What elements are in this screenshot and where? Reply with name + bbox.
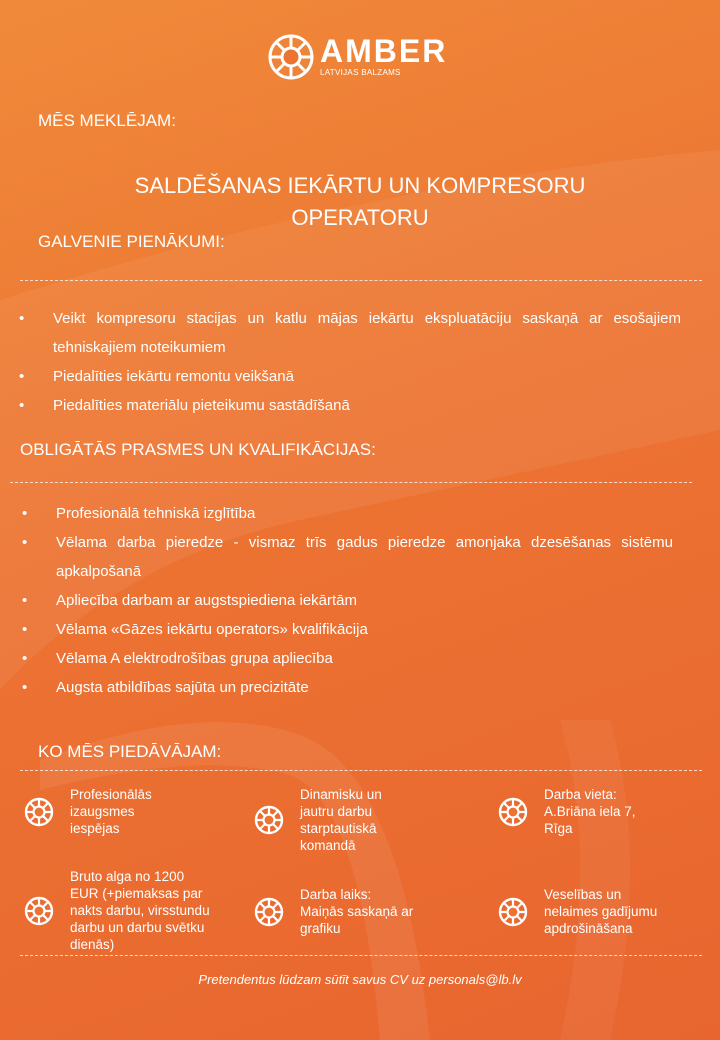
offer-line: jautru darbu [300,804,373,819]
logo-word: AMBER [320,33,448,69]
offer-item [254,886,413,937]
list-item [22,615,673,644]
globe-icon [254,805,284,835]
globe-icon [24,797,54,827]
list-item-text: Vēlama A elektrodrošības grupa apliecība [56,650,333,667]
offer-heading: KO MĒS PIEDĀVĀJAM: [38,742,222,761]
offer-item [254,786,382,854]
intro-heading: MĒS MEKLĒJAM: [38,111,176,130]
offer-text [544,886,657,937]
globe-icon [498,897,528,927]
offer-item [24,868,210,953]
offer-line: komandā [300,838,356,853]
offer-line: Darba vieta: [544,787,617,802]
list-item-text: Vēlama «Gāzes iekārtu operators» kvalifikācija [56,621,368,638]
list-item-text: Veikt kompresoru stacijas un katlu mājas iekārtu ekspluatāciju saskaņā ar esošajiem tehniskajiem noteikumiem [53,310,681,356]
offer-line: apdrošināšana [544,921,633,936]
globe-icon [254,897,284,927]
offer-line: Bruto alga no 1200 [70,869,185,884]
list-item [19,362,681,391]
list-item-text: Profesionālā tehniskā izglītība [56,505,256,522]
offer-text [300,786,382,854]
job-title-line1: SALDĒŠANAS IEKĀRTU UN KOMPRESORU [134,173,586,198]
logo-subtitle: LATVIJAS BALZAMS [320,68,401,77]
bullet: • [22,621,28,638]
bullet: • [22,534,28,551]
offer-line: Dinamisku un [300,787,382,802]
bullet: • [19,310,25,327]
list-item [22,528,673,586]
globe-icon [24,896,54,926]
offer-line: EUR (+piemaksas par [70,886,203,901]
company-logo [268,34,447,80]
bullet: • [19,397,25,414]
offer-line: Profesionālās [70,787,152,802]
offer-line: Darba laiks: [300,887,372,902]
offer-line: iespējas [70,821,120,836]
bullet: • [22,505,28,522]
offer-line: Maiņās saskaņā ar [300,904,414,919]
offer-item [498,886,657,937]
offer-line: izaugsmes [70,804,135,819]
offer-text [300,886,413,937]
skills-list [22,499,673,702]
offer-line: darbu un darbu svētku [70,920,205,935]
bullet: • [22,650,28,667]
offer-line: A.Briāna iela 7, [544,804,636,819]
list-item-text: Apliecība darbam ar augstspiediena iekārtām [56,592,358,609]
list-item [19,304,681,362]
offer-text [70,868,210,953]
offer-text [70,786,152,837]
divider [20,770,702,771]
list-item-text: Vēlama darba pieredze - vismaz trīs gadus pieredze amonjaka dzesēšanas sistēmu apkalpošanā [56,534,673,580]
offer-line: grafiku [300,921,341,936]
offer-line: dienās) [70,937,115,952]
list-item [22,499,673,528]
bullet: • [19,368,25,385]
bullet: • [22,679,28,696]
offer-line: starptautiskā [300,821,377,836]
bullet: • [22,592,28,609]
footer-contact: Pretendentus lūdzam sūtīt savus CV uz personals@lb.lv [198,972,522,987]
list-item [22,673,673,702]
duties-heading: GALVENIE PIENĀKUMI: [38,232,225,251]
offer-line: nelaimes gadījumu [544,904,658,919]
list-item-text: Piedalīties materiālu pieteikumu sastādīšanā [53,397,350,414]
list-item [19,391,681,420]
list-item-text: Augsta atbildības sajūta un precizitāte [56,679,309,696]
list-item [22,586,673,615]
amber-globe-icon [268,34,314,80]
list-item-text: Piedalīties iekārtu remontu veikšanā [53,368,294,385]
divider [10,482,692,483]
offer-text [544,786,636,837]
offer-line: Veselības un [544,887,622,902]
list-item [22,644,673,673]
job-title [60,170,660,234]
globe-icon [498,797,528,827]
divider [20,955,702,956]
divider [20,280,702,281]
duties-list [19,304,681,420]
skills-heading: OBLIGĀTĀS PRASMES UN KVALIFIKĀCIJAS: [20,440,376,459]
offer-item [498,786,636,837]
offer-line: nakts darbu, virsstundu [70,903,210,918]
job-title-line2: OPERATORU [291,205,429,230]
offer-item [24,786,152,837]
offer-line: Rīga [544,821,573,836]
